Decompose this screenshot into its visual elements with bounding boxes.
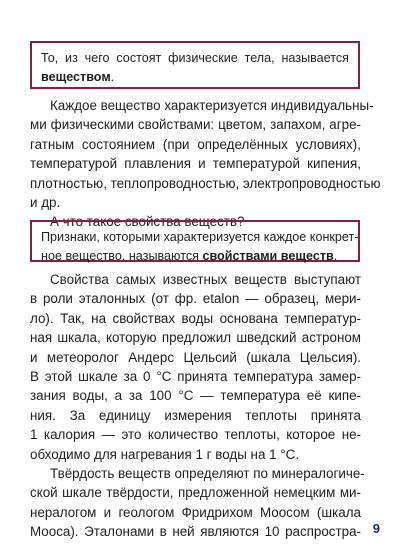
text-line: температурой плавления и температурой кипения, <box>30 156 361 172</box>
text-line: ло). Так, на свойствах воды основана температур- <box>30 310 361 326</box>
definition-line: То, из чего состоят физические тела, называется <box>41 51 349 65</box>
text-line: Каждое вещество характеризуется индивидуальны- <box>50 98 374 113</box>
text-line: плотностью, теплопроводностью, электропроводностью <box>30 175 381 191</box>
text-line: ния. За единицу измерения теплоты принята <box>30 407 361 423</box>
punctuation: . <box>333 249 338 263</box>
text-line: в роли эталонных (от фр. etalon — образец, мери- <box>30 291 361 307</box>
question-line: А что такое свойства веществ? <box>50 214 245 230</box>
page-number: 9 <box>372 521 380 536</box>
text-line: и метеоролог Андерс Цельсий (шкала Цельсия). <box>30 349 361 365</box>
text-line: В этой шкале за 0 °С принята температура замер- <box>30 369 361 385</box>
definition-box-properties <box>30 220 360 262</box>
text-line: обходимо для нагревания 1 г воды на 1 °С. <box>30 446 300 462</box>
text-line: ской шкале твёрдости, предложенной немецким ми- <box>30 485 361 501</box>
definition-text: ное вещество, называются <box>41 249 199 263</box>
text-line: и др. <box>30 195 61 211</box>
key-term: свойствами веществ <box>202 249 334 263</box>
text-line: зания воды, а за 100 °С — температура её кипе- <box>30 388 361 404</box>
text-line: нералогом и геологом Фридрихом Моосом (шкала <box>30 504 361 520</box>
punctuation: . <box>110 70 115 84</box>
definition-box-substance <box>30 41 360 89</box>
definition-line <box>41 68 349 87</box>
key-term: веществом <box>41 70 111 84</box>
text-line: ми физическими свойствами: цветом, запахом, агре- <box>30 117 361 133</box>
text-line: Твёрдость веществ определяют по минералогиче- <box>50 466 365 482</box>
text-line: Свойства самых известных веществ выступают <box>50 272 361 287</box>
text-line: ная шкала, которую предложил шведский астроном <box>30 330 361 346</box>
text-line: гатным состоянием (при определённых условиях), <box>30 136 361 152</box>
definition-line: Признаки, которыми характеризуется каждое конкрет- <box>41 230 359 244</box>
definition-line <box>41 247 349 266</box>
text-line: Мооса). Эталонами в ней являются 10 распростра- <box>30 524 361 540</box>
paragraph-reference-properties <box>30 270 365 542</box>
paragraph-properties <box>30 96 381 232</box>
text-line: 1 калория — это количество теплоты, которое не- <box>30 427 361 443</box>
